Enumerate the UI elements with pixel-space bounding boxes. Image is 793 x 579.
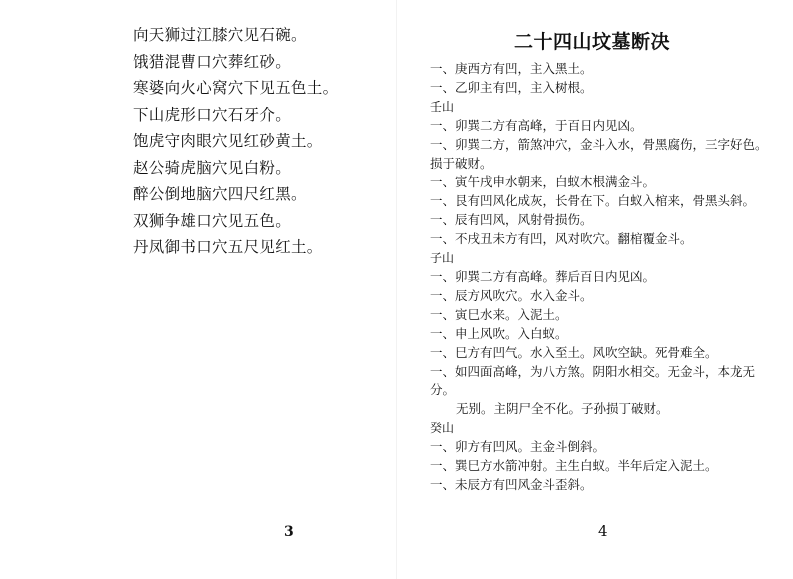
verse-line: 饿猎混曹口穴葬红砂。 — [133, 52, 292, 71]
entry-line: 一、寅巳水来。入泥土。 — [430, 306, 568, 322]
entry-line: 一、辰有凹风，风射骨损伤。 — [430, 212, 593, 228]
entry-line: 一、如四面高峰，为八方煞。阴阳水相交。无金斗，本龙无分。 — [430, 363, 756, 398]
entry-line: 一、庚西方有凹，主入黑土。 — [430, 61, 593, 76]
left-page-verse-list — [133, 22, 338, 261]
entry-line: 一、卯巽二方有高峰。葬后百日内见凶。 — [430, 268, 656, 284]
entry-line: 一、艮有凹风化成灰，长骨在下。白蚁入棺来，骨黑头斜。 — [430, 193, 756, 209]
entry-line: 一、不戌丑未方有凹，风对吹穴。翻棺覆金斗。 — [430, 231, 693, 247]
entry-line: 一、申上风吹。入白蚁。 — [430, 325, 568, 341]
verse-line: 向天狮过江膝穴见石碗。 — [133, 26, 307, 44]
section-heading: 癸山 — [430, 421, 455, 436]
entry-line: 一、卯巽二方，箭煞冲穴，金斗入水，骨黑腐伤，三字好色。损于破财。 — [430, 136, 768, 171]
entry-line: 一、卯方有凹风。主金斗倒斜。 — [430, 439, 606, 455]
left-page-number: 3 — [284, 524, 294, 540]
entry-line: 无别。主阴尸全不化。子孙损丁破财。 — [456, 401, 669, 417]
right-page-entry-list — [430, 60, 775, 495]
right-page — [397, 0, 793, 579]
entry-line: 一、巽巳方水箭冲射。主生白蚁。半年后定入泥土。 — [430, 458, 718, 474]
entry-line: 一、未辰方有凹风金斗歪斜。 — [430, 476, 593, 492]
entry-line: 一、乙卯主有凹，主入树根。 — [430, 79, 593, 95]
verse-line: 下山虎形口穴石牙介。 — [133, 105, 292, 124]
section-heading: 子山 — [430, 251, 455, 266]
entry-line: 一、寅午戌申水朝来，白蚁木根满金斗。 — [430, 174, 656, 190]
verse-line: 寒婆向火心窝穴下见五色土。 — [133, 79, 339, 97]
entry-line: 一、巳方有凹气。水入至土。风吹空缺。死骨难全。 — [430, 344, 718, 360]
verse-line: 赵公骑虎脑穴见白粉。 — [133, 158, 292, 177]
verse-line: 醉公倒地脑穴四尺红黑。 — [133, 185, 307, 203]
entry-line: 一、辰方风吹穴。水入金斗。 — [430, 287, 593, 303]
page-title: 二十四山坟墓断决 — [514, 31, 671, 53]
right-page-number: 4 — [598, 522, 608, 540]
left-page — [0, 0, 396, 579]
verse-line: 饱虎守肉眼穴见红砂黄土。 — [133, 132, 323, 150]
entry-line: 一、卯巽二方有高峰，于百日内见凶。 — [430, 117, 643, 133]
verse-line: 双狮争雄口穴见五色。 — [133, 211, 292, 230]
section-heading: 壬山 — [430, 99, 455, 114]
verse-line: 丹凤御书口穴五尺见红土。 — [133, 238, 323, 256]
